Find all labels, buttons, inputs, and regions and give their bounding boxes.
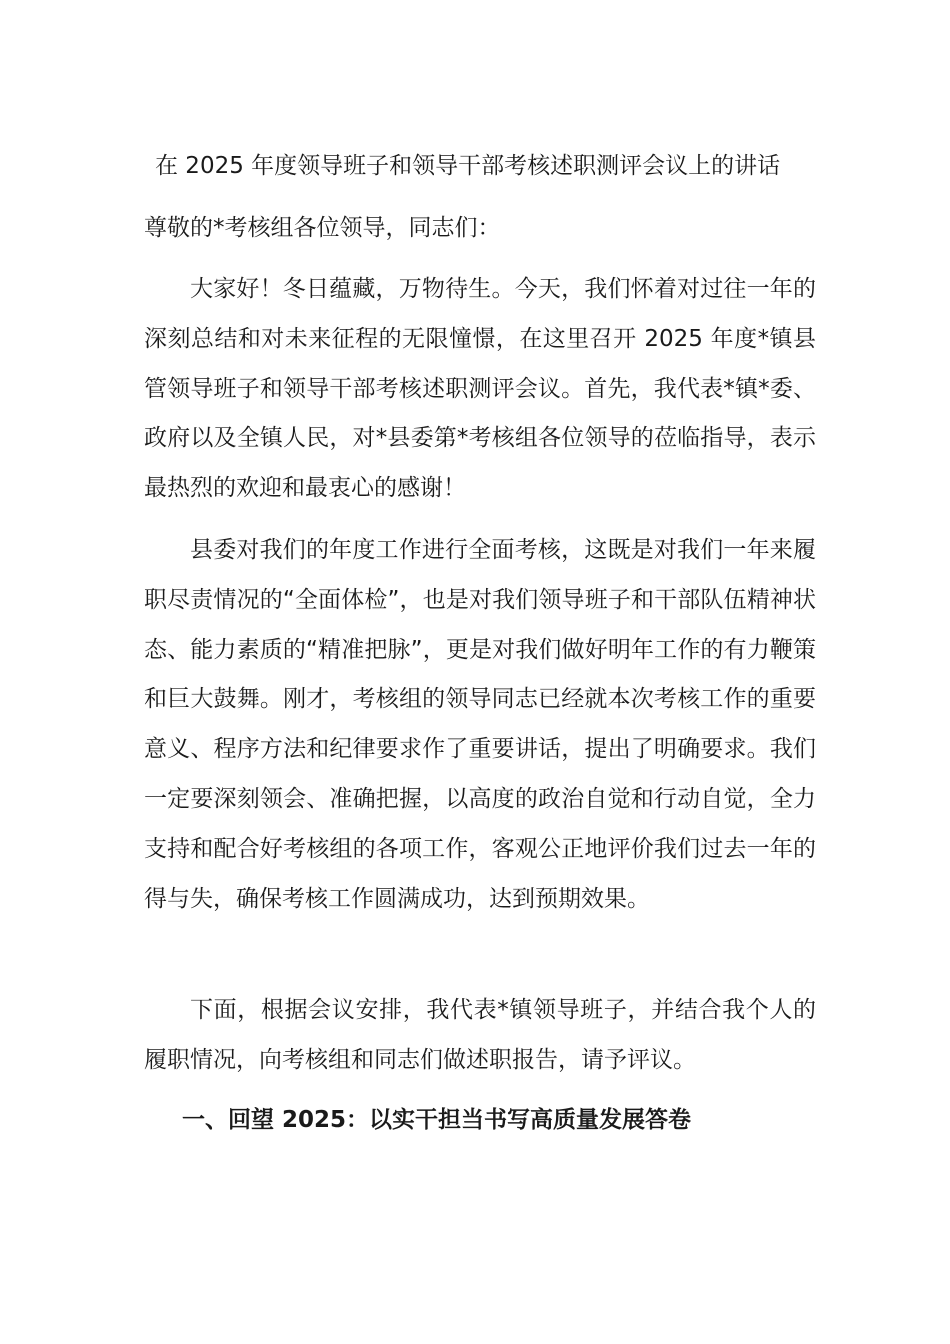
paragraph-opening: 大家好！冬日蕴藏，万物待生。今天，我们怀着对过往一年的深刻总结和对未来征程的无限憧憬，在这里召开 2025 年度*镇县管领导班子和领导干部考核述职测评会议。首先，我代表*镇*委、政府以及全镇人民，对*县委第*考核组各位领导的莅临指导，表示最热烈的欢迎和最衷心的感谢！	[144, 276, 816, 502]
section-heading: 一、回望 2025：以实干担当书写高质量发展答卷	[182, 1107, 692, 1133]
salutation: 尊敬的*考核组各位领导，同志们：	[144, 215, 501, 241]
document-title: 在 2025 年度领导班子和领导干部考核述职测评会议上的讲话	[155, 153, 781, 179]
paragraph-report-intro: 下面，根据会议安排，我代表*镇领导班子，并结合我个人的履职情况，向考核组和同志们做述职报告，请予评议。	[144, 997, 816, 1073]
paragraph-assessment: 县委对我们的年度工作进行全面考核，这既是对我们一年来履职尽责情况的“全面体检”，也是对我们领导班子和干部队伍精神状态、能力素质的“精准把脉”，更是对我们做好明年工作的有力鞭策和巨大鼓舞。刚才，考核组的领导同志已经就本次考核工作的重要意义、程序方法和纪律要求作了重要讲话，提出了明确要求。我们一定要深刻领会、准确把握，以高度的政治自觉和行动自觉，全力支持和配合好考核组的各项工作，客观公正地评价我们过去一年的得与失，确保考核工作圆满成功，达到预期效果。	[144, 537, 816, 912]
